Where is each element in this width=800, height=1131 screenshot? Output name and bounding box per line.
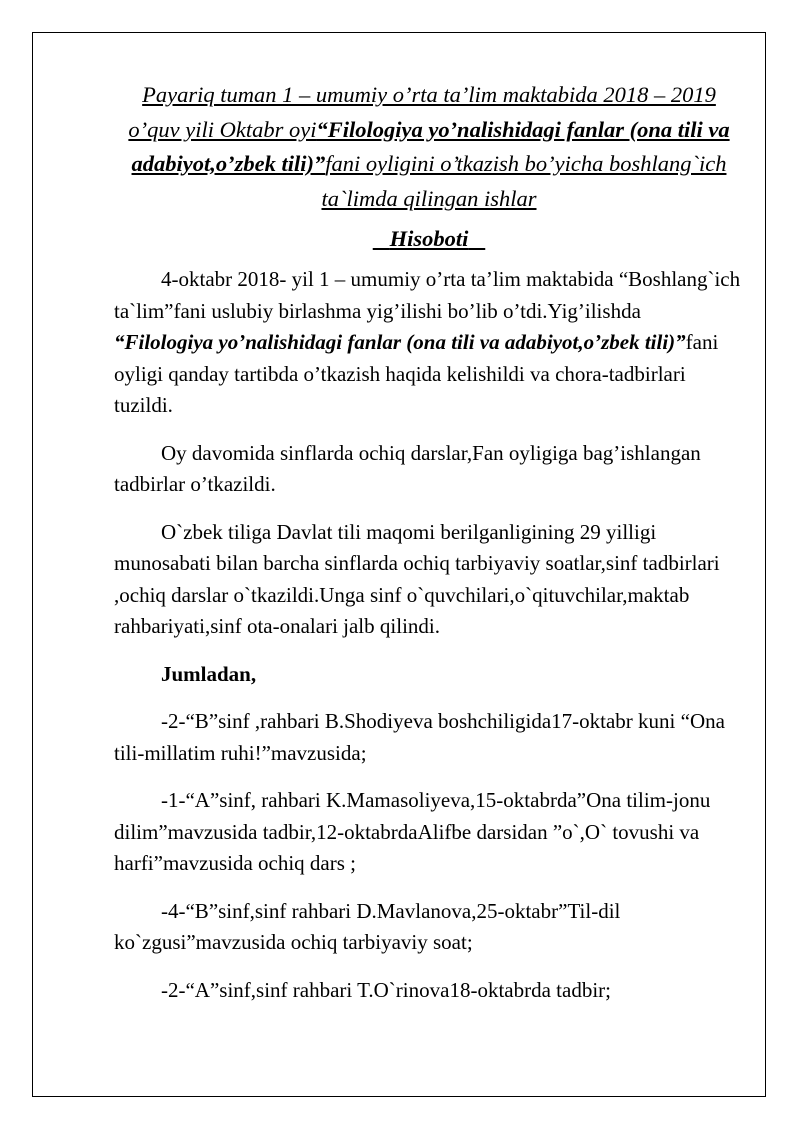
list-item-4b: -4-“B”sinf,sinf rahbari D.Mavlanova,25-oktabr”Til-dil ko`zgusi”mavzusida ochiq tarbiyaviy soat; [114, 898, 621, 954]
document-title [114, 78, 744, 216]
paragraph-1-text-a: 4-oktabr 2018- yil 1 – umumiy o’rta ta’lim maktabida “Boshlang`ich ta`lim”fani uslubiy birlashma yig’ilishi bo’lib o’tdi.Yig’ilishda [114, 267, 741, 323]
paragraph-jumladan: Jumladan, [161, 661, 257, 686]
title-part-2: fani oyligini o’tkazish bo’yicha boshlang`ich ta`limda qilingan ishlar [321, 151, 727, 211]
report-heading-text: Hisoboti [389, 226, 469, 251]
paragraph-1-text-b: fani oyligi qanday tartibda o’tkazish haqida kelishildi va chora-tadbirlari tuzildi. [114, 330, 719, 417]
report-heading [114, 224, 744, 254]
paragraph-3: O`zbek tiliga Davlat tili maqomi berilganligining 29 yilligi munosabati bilan barcha sinflarda ochiq tarbiyaviy soatlar,sinf tadbirlari ,ochiq darslar o`tkazildi.Unga sinf o`quvchilari,o`qituvchilar,maktab rahbariyati,sinf ota-onalari jalb qilindi. [114, 519, 720, 638]
paragraph-1-emphasis: “Filologiya yo’nalishidagi fanlar (ona tili va adabiyot,o’zbek tili)” [114, 330, 686, 354]
list-item-2b: -2-“B”sinf ,rahbari B.Shodiyeva boshchiligida17-oktabr kuni “Ona tili-millatim ruhi!”mavzusida; [114, 709, 725, 765]
list-item-1a: -1-“A”sinf, rahbari K.Mamasoliyeva,15-oktabrda”Ona tilim-jonu dilim”mavzusida tadbir,12-oktabrdaAlifbe darsidan ”o`,O` tovushi va harfi”mavzusida ochiq dars ; [114, 788, 711, 875]
list-item-2a: -2-“A”sinf,sinf rahbari T.O`rinova18-oktabrda tadbir; [161, 977, 611, 1002]
paragraph-1 [114, 264, 744, 422]
document-body [114, 78, 744, 1006]
title-part-1: Payariq tuman 1 – umumiy o’rta ta’lim maktabida 2018 – 2019 o’quv yili Oktabr oyi [128, 82, 716, 142]
title-bold-subject: “Filologiya yo’nalishidagi fanlar (ona tili va adabiyot,o’zbek tili)” [131, 116, 730, 176]
paragraph-2: Oy davomida sinflarda ochiq darslar,Fan oyligiga bag’ishlangan tadbirlar o’tkazildi. [114, 440, 701, 496]
